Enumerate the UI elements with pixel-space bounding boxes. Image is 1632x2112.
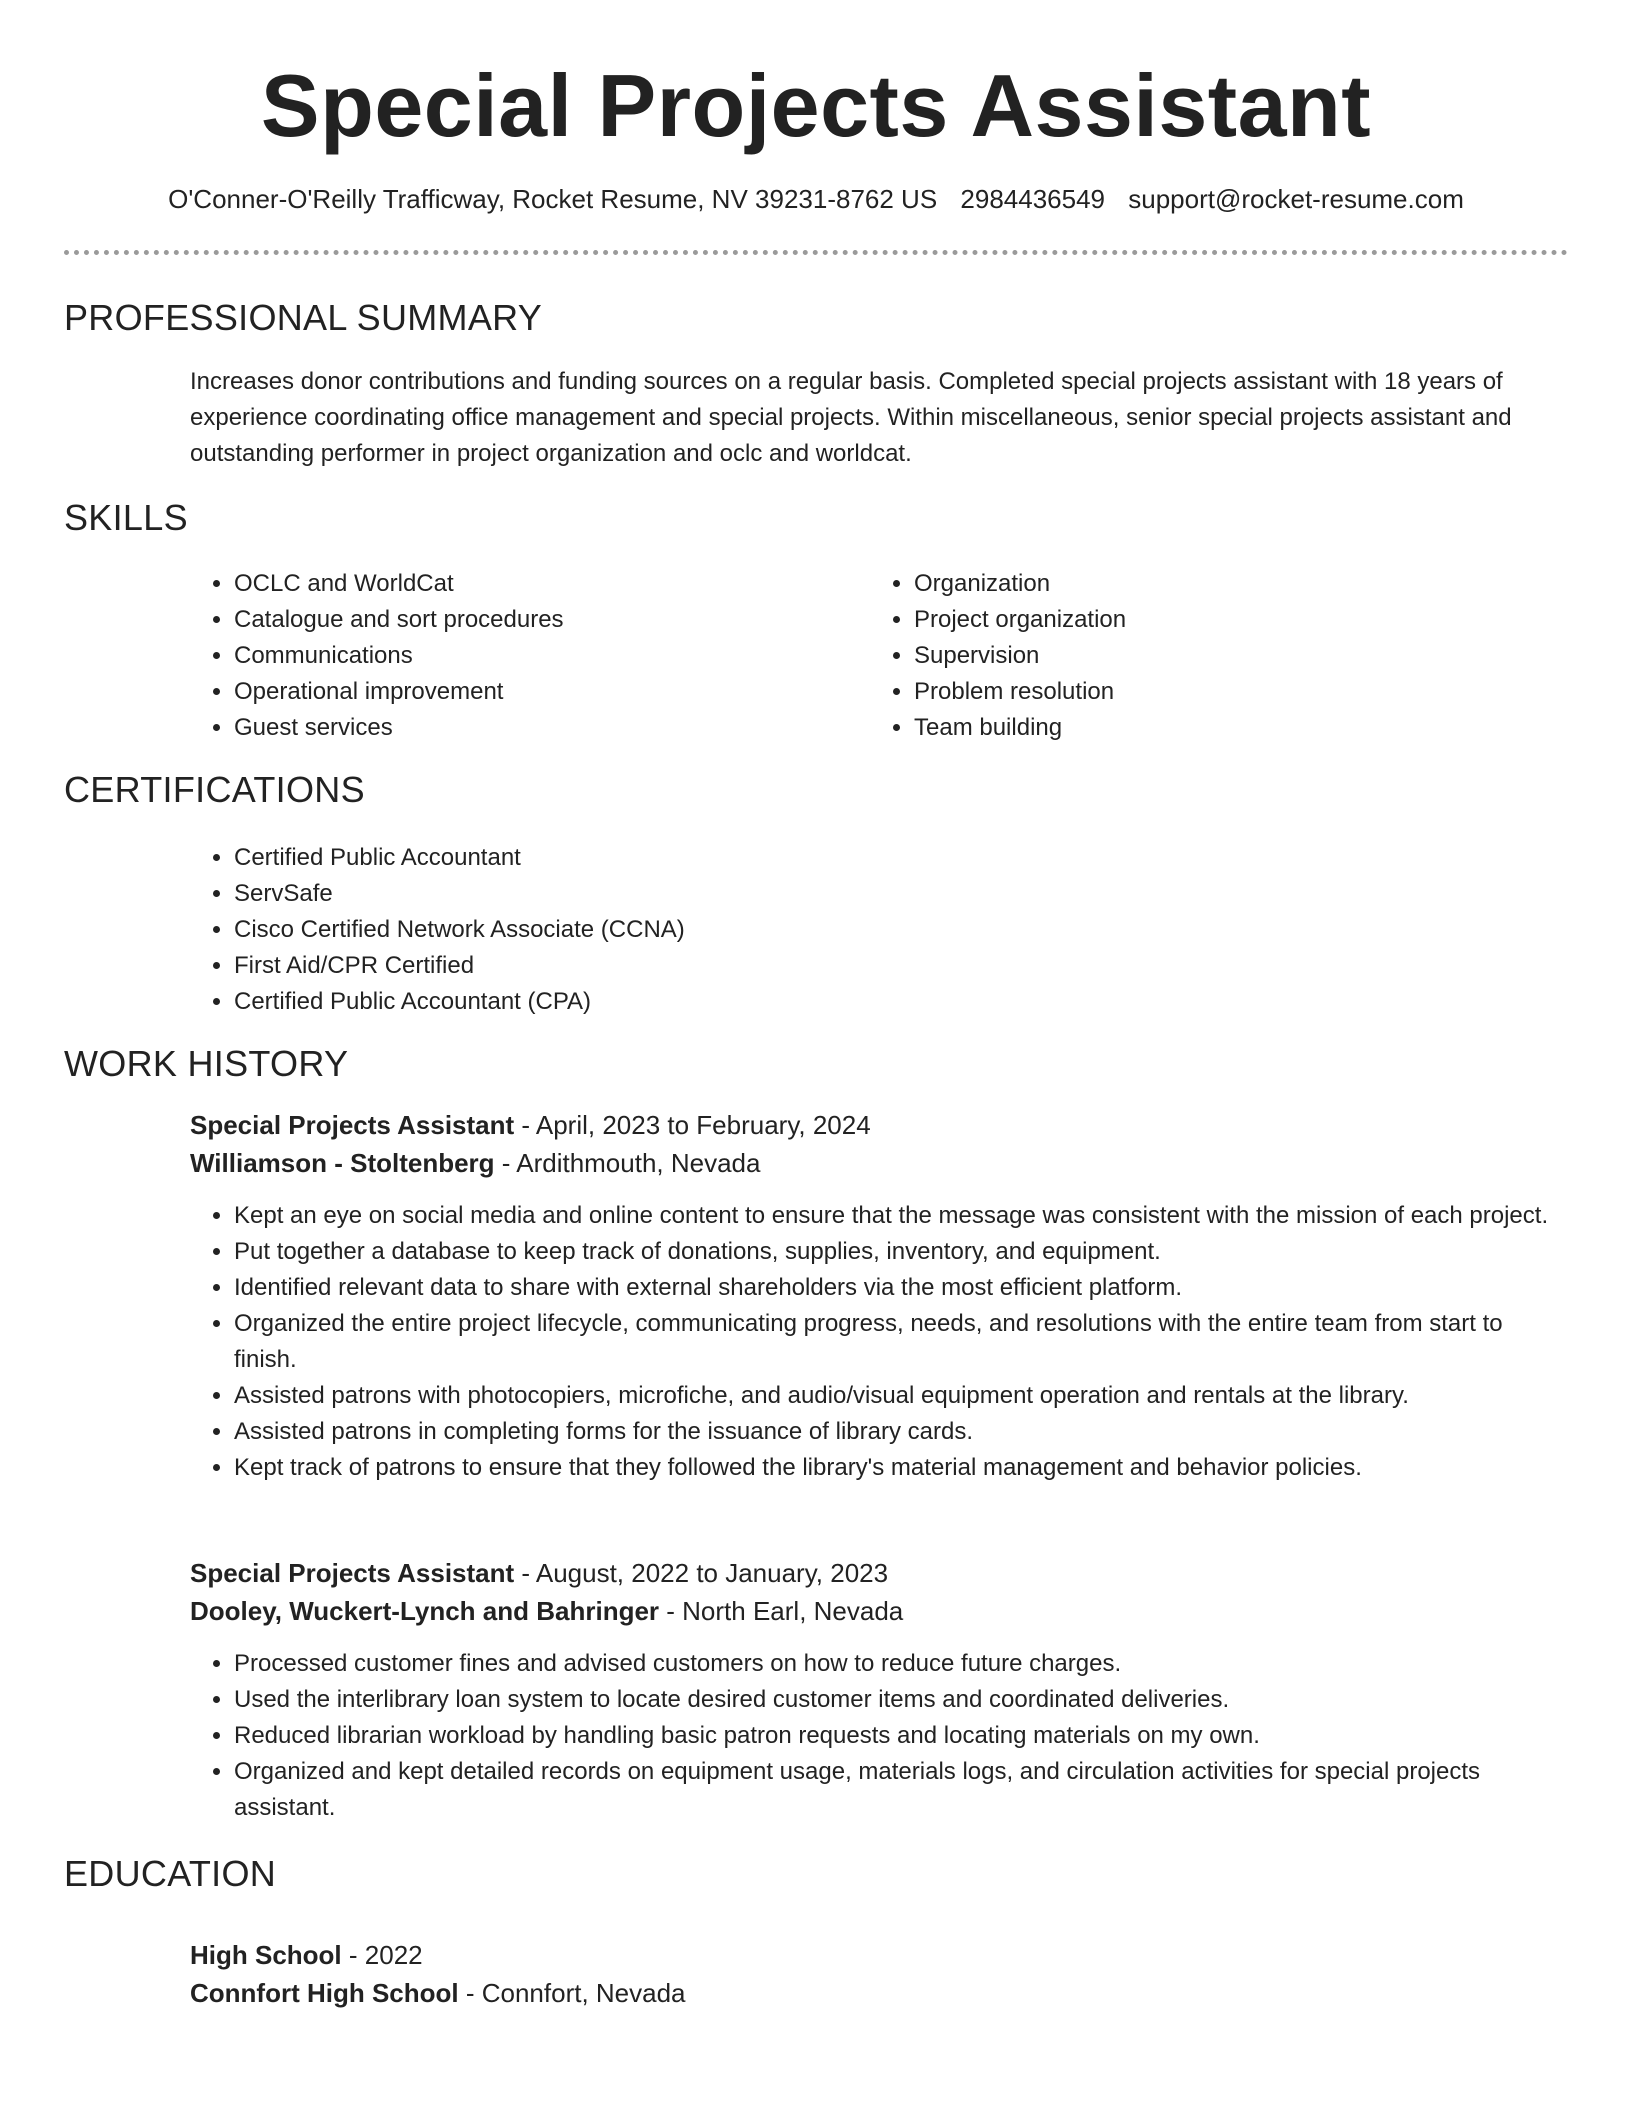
job-company-line bbox=[190, 1592, 1570, 1630]
certification-item: • Certified Public Accountant (CPA) bbox=[234, 984, 1534, 1020]
school-line bbox=[190, 1974, 1570, 2012]
education-entry bbox=[190, 1936, 1570, 2012]
job-entry bbox=[190, 1554, 1570, 1826]
skill-item: • Organization bbox=[914, 566, 1554, 602]
graduation-year: - 2022 bbox=[341, 1940, 423, 1970]
section-title-skills: SKILLS bbox=[64, 497, 188, 538]
job-title-line bbox=[190, 1106, 1570, 1144]
header-divider bbox=[64, 250, 1568, 255]
skills-list-right bbox=[870, 566, 1554, 746]
contact-line bbox=[0, 180, 1632, 218]
job-duties-list bbox=[190, 1646, 1570, 1826]
certification-item: • Cisco Certified Network Associate (CCNA) bbox=[234, 912, 1534, 948]
skill-item: • Guest services bbox=[234, 710, 874, 746]
section-title-summary: PROFESSIONAL SUMMARY bbox=[64, 297, 543, 338]
job-dates: - April, 2023 to February, 2024 bbox=[514, 1110, 871, 1140]
section-title-work-history: WORK HISTORY bbox=[64, 1043, 349, 1084]
summary-text: Increases donor contributions and funding sources on a regular basis. Completed special projects assistant with 18 years of experience coordinating office management and special projects. Within miscellaneous, senior special projects assistant and outstanding performer in project organization and oclc and worldcat. bbox=[190, 368, 1512, 467]
skill-item: • Project organization bbox=[914, 602, 1554, 638]
skill-item: • OCLC and WorldCat bbox=[234, 566, 874, 602]
job-duty-item: • Organized and kept detailed records on equipment usage, materials logs, and circulation activities for special projects assistant. bbox=[234, 1754, 1570, 1826]
job-title-line bbox=[190, 1554, 1570, 1592]
certification-item: • ServSafe bbox=[234, 876, 1534, 912]
degree-line bbox=[190, 1936, 1570, 1974]
job-title: Special Projects Assistant bbox=[190, 1558, 515, 1588]
skill-item: • Problem resolution bbox=[914, 674, 1554, 710]
job-duty-item: • Processed customer fines and advised customers on how to reduce future charges. bbox=[234, 1646, 1570, 1682]
job-duty-item: • Assisted patrons in completing forms for the issuance of library cards. bbox=[234, 1414, 1570, 1450]
skill-item: • Communications bbox=[234, 638, 874, 674]
job-title: Special Projects Assistant bbox=[190, 1110, 515, 1140]
job-duty-item: • Identified relevant data to share with external shareholders via the most efficient platform. bbox=[234, 1270, 1570, 1306]
degree: High School bbox=[190, 1940, 342, 1970]
job-duty-item: • Organized the entire project lifecycle, communicating progress, needs, and resolutions with the entire team from start to finish. bbox=[234, 1306, 1570, 1378]
certification-item: • First Aid/CPR Certified bbox=[234, 948, 1534, 984]
certification-item: • Certified Public Accountant bbox=[234, 840, 1534, 876]
address: O'Conner-O'Reilly Trafficway, Rocket Resume, NV 39231-8762 US bbox=[168, 184, 938, 214]
job-company-line bbox=[190, 1144, 1570, 1182]
email-address: support@rocket-resume.com bbox=[1128, 184, 1464, 214]
skill-item: • Supervision bbox=[914, 638, 1554, 674]
school-location: - Connfort, Nevada bbox=[458, 1978, 686, 2008]
company-location: - North Earl, Nevada bbox=[659, 1596, 904, 1626]
job-entry bbox=[190, 1106, 1570, 1486]
company-location: - Ardithmouth, Nevada bbox=[494, 1148, 761, 1178]
skill-item: • Operational improvement bbox=[234, 674, 874, 710]
section-title-education: EDUCATION bbox=[64, 1853, 277, 1894]
school-name: Connfort High School bbox=[190, 1978, 459, 2008]
skill-item: • Team building bbox=[914, 710, 1554, 746]
job-duty-item: • Reduced librarian workload by handling basic patron requests and locating materials on my own. bbox=[234, 1718, 1570, 1754]
job-dates: - August, 2022 to January, 2023 bbox=[514, 1558, 889, 1588]
phone-number: 2984436549 bbox=[960, 184, 1106, 214]
skill-item: • Catalogue and sort procedures bbox=[234, 602, 874, 638]
candidate-name: Special Projects Assistant bbox=[260, 56, 1372, 155]
job-duty-item: • Put together a database to keep track of donations, supplies, inventory, and equipment. bbox=[234, 1234, 1570, 1270]
skills-list-left bbox=[190, 566, 874, 746]
certifications-list bbox=[190, 840, 1534, 1020]
job-duty-item: • Used the interlibrary loan system to locate desired customer items and coordinated deliveries. bbox=[234, 1682, 1570, 1718]
company-name: Williamson - Stoltenberg bbox=[190, 1148, 495, 1178]
job-duties-list bbox=[190, 1198, 1570, 1486]
job-duty-item: • Assisted patrons with photocopiers, microfiche, and audio/visual equipment operation and rentals at the library. bbox=[234, 1378, 1570, 1414]
company-name: Dooley, Wuckert-Lynch and Bahringer bbox=[190, 1596, 660, 1626]
job-duty-item: • Kept track of patrons to ensure that they followed the library's material management and behavior policies. bbox=[234, 1450, 1570, 1486]
job-duty-item: • Kept an eye on social media and online content to ensure that the message was consistent with the mission of each project. bbox=[234, 1198, 1570, 1234]
section-title-certifications: CERTIFICATIONS bbox=[64, 769, 365, 810]
